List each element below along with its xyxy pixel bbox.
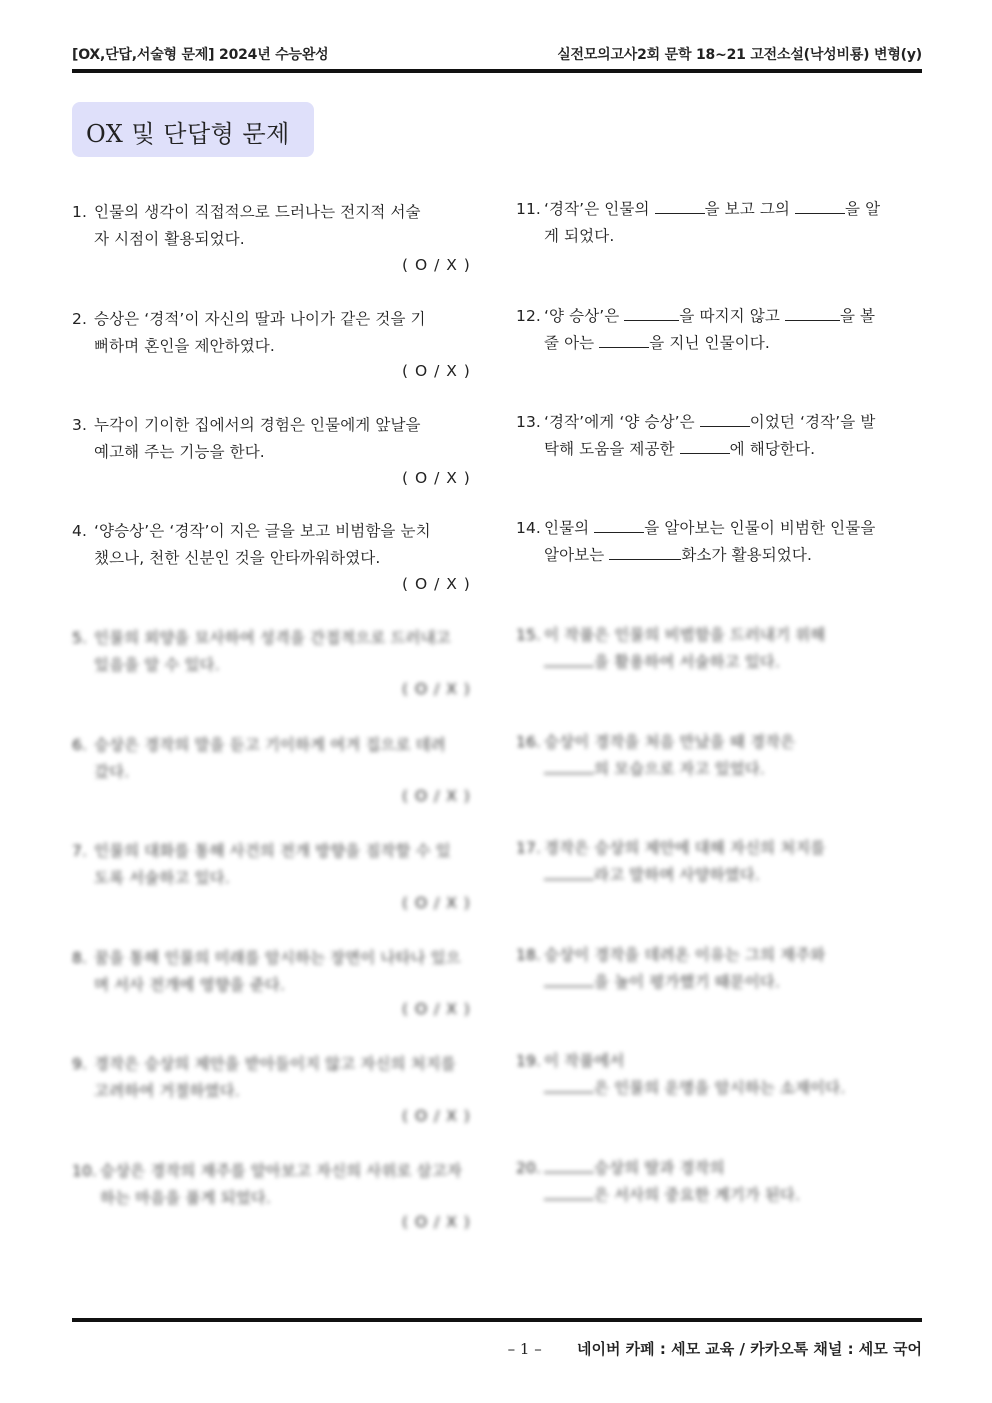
question-3: 3. 누각이 기이한 집에서의 경험은 인물에게 앞날을 예고해 주는 기능을 한다. — [72, 416, 421, 461]
answer-blank[interactable] — [609, 545, 681, 560]
question-15: 15. 이 작품은 인물의 비범함을 드러내기 위해 을 활용하여 서술하고 있다. — [516, 626, 826, 671]
question-17: 17. 경작은 승상의 제안에 대해 자신의 처지를 라고 말하며 사양하였다. — [516, 839, 826, 884]
section-title: OX 및 단답형 문제 — [86, 120, 290, 148]
footer-rule — [72, 1318, 922, 1322]
ox-choice-7[interactable]: ( O / X ) — [402, 894, 471, 912]
question-2: 2. 승상은 ‘경적’이 자신의 딸과 나이가 같은 것을 기 뻐하며 혼인을 제안하였다. — [72, 310, 426, 355]
page-number: – 1 – — [507, 1340, 542, 1358]
question-20: 20. 승상의 딸과 경작의 은 서사의 중요한 계기가 된다. — [516, 1159, 801, 1204]
answer-blank[interactable] — [599, 333, 649, 348]
ox-choice-9[interactable]: ( O / X ) — [402, 1107, 471, 1125]
header-rule — [72, 69, 922, 73]
header-right-title: 실전모의고사2회 문학 18~21 고전소설(낙성비룡) 변형(y) — [557, 47, 922, 63]
page-header — [72, 44, 922, 64]
answer-blank[interactable] — [655, 199, 705, 214]
question-18: 18. 승상이 경작을 데려온 이유는 그의 재주와 을 높이 평가했기 때문이다. — [516, 946, 826, 991]
question-1: 1. 인물의 생각이 직접적으로 드러나는 전지적 서술 자 시점이 활용되었다. — [72, 203, 421, 248]
question-16: 16. 승상이 경작을 처음 만났을 때 경작은 의 모습으로 자고 있었다. — [516, 733, 796, 778]
ox-choice-5[interactable]: ( O / X ) — [402, 680, 471, 698]
answer-blank[interactable] — [785, 306, 840, 321]
question-11: 11. ‘경작’은 인물의 을 보고 그의 을 알 게 되었다. — [516, 200, 881, 245]
question-9: 9. 경작은 승상의 제안을 받아들이지 않고 자신의 처지를 고려하여 거절하였다. — [72, 1055, 456, 1100]
question-13: 13. ‘경작’에게 ‘양 승상’은 이었던 ‘경작’을 발 탁해 도움을 제공한 에 해당한다. — [516, 413, 876, 458]
question-7: 7. 인물의 대화를 통해 사건의 전개 방향을 짐작할 수 있 도록 서술하고 있다. — [72, 842, 451, 887]
question-12: 12. ‘양 승상’은 을 따지지 않고 을 볼 줄 아는 을 지닌 인물이다. — [516, 307, 876, 352]
question-6: 6. 승상은 경작의 말을 듣고 기이하게 여겨 집으로 데려 갔다. — [72, 736, 446, 781]
ox-choice-3[interactable]: ( O / X ) — [402, 469, 471, 487]
question-10: 10. 승상은 경작의 재주를 알아보고 자신의 사위로 삼고자 하는 마음을 품게 되었다. — [72, 1162, 462, 1207]
question-19: 19. 이 작품에서 은 인물의 운명을 암시하는 소재이다. — [516, 1052, 846, 1097]
question-14: 14. 인물의 을 알아보는 인물이 비범한 인물을 알아보는 화소가 활용되었다. — [516, 519, 876, 564]
answer-blank[interactable] — [680, 439, 730, 454]
question-8: 8. 꿈을 통해 인물의 미래를 암시하는 장면이 나타나 있으 며 서사 전개에 영향을 준다. — [72, 949, 461, 994]
question-4: 4. ‘양승상’은 ‘경작’이 지은 글을 보고 비범함을 눈치 챘으나, 천한 신분인 것을 안타까워하였다. — [72, 522, 431, 567]
answer-blank[interactable] — [700, 412, 750, 427]
section-title-box — [72, 102, 314, 157]
answer-blank[interactable] — [624, 306, 679, 321]
ox-choice-8[interactable]: ( O / X ) — [402, 1000, 471, 1018]
answer-blank[interactable] — [594, 518, 644, 533]
header-left-title: [OX,단답,서술형 문제] 2024년 수능완성 — [72, 47, 329, 63]
ox-choice-6[interactable]: ( O / X ) — [402, 787, 471, 805]
question-5: 5. 인물의 외양을 묘사하여 성격을 간접적으로 드러내고 있음을 알 수 있다. — [72, 629, 451, 674]
answer-blank[interactable] — [795, 199, 845, 214]
footer-credits: 네이버 카페 : 세모 교육 / 카카오톡 채널 : 세모 국어 — [576, 1340, 922, 1358]
ox-choice-2[interactable]: ( O / X ) — [402, 362, 471, 380]
page-footer — [508, 1338, 922, 1359]
ox-choice-4[interactable]: ( O / X ) — [402, 575, 471, 593]
ox-choice-10[interactable]: ( O / X ) — [402, 1213, 471, 1231]
ox-choice-1[interactable]: ( O / X ) — [402, 256, 471, 274]
